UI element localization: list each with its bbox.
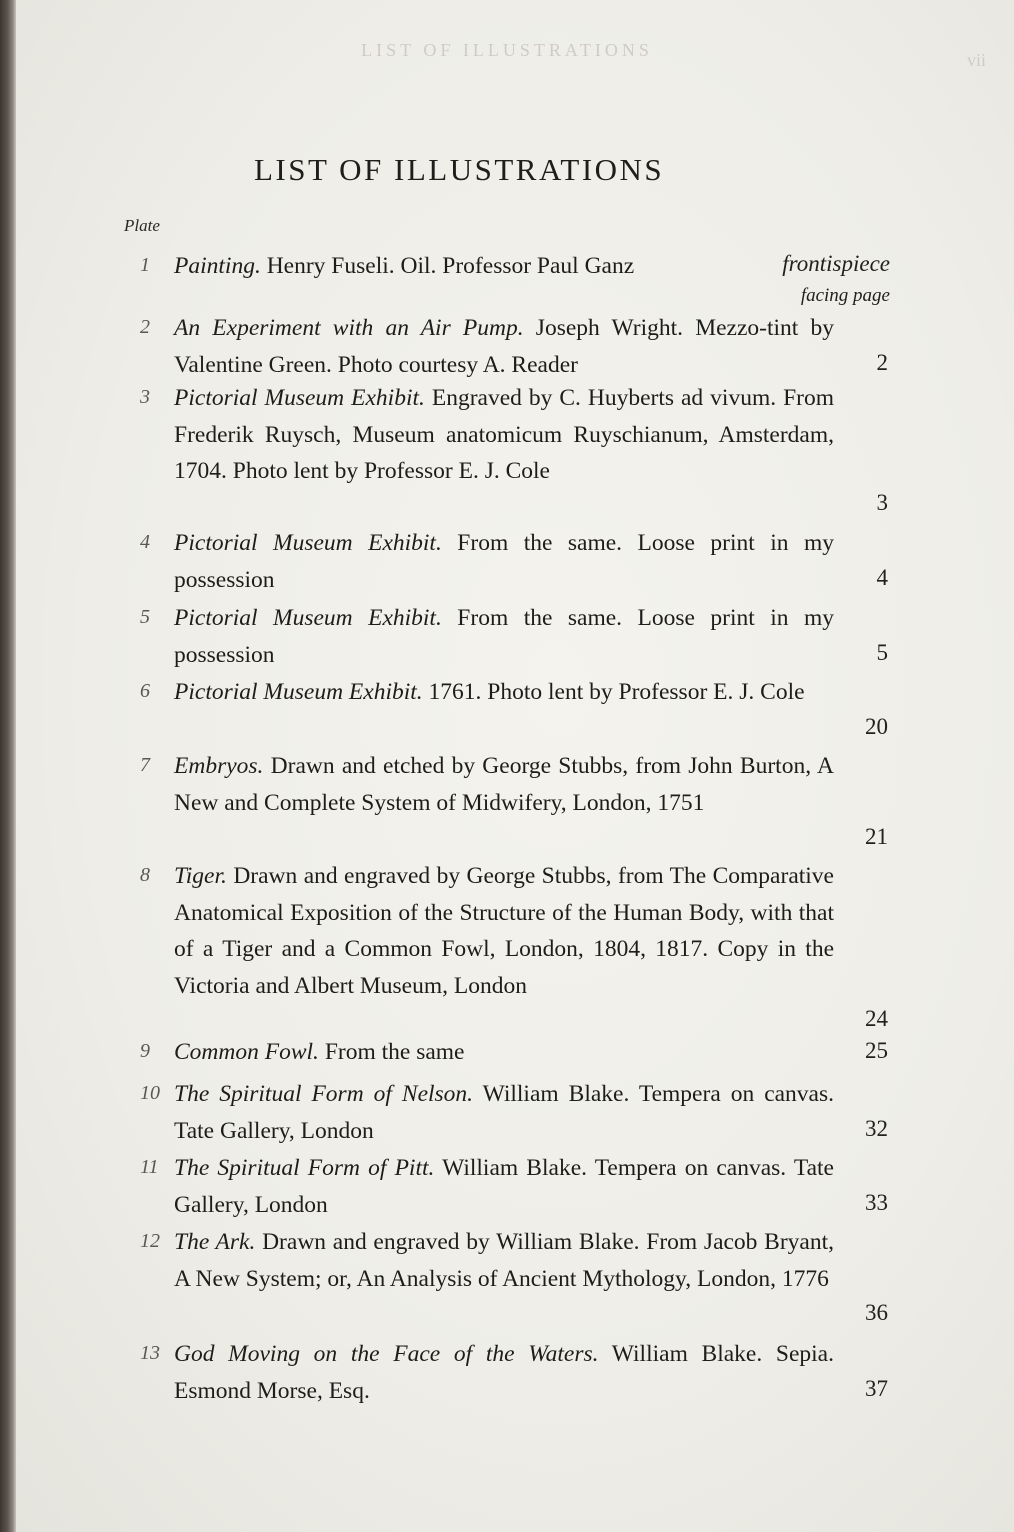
entry-title: Pictorial Museum Exhibit.	[174, 530, 442, 556]
entry-details: Henry Fuseli. Oil. Professor Paul Ganz	[260, 253, 635, 279]
entry-description	[174, 1076, 834, 1149]
entry-page: frontispiece	[782, 251, 890, 276]
entry-page: 37	[865, 1376, 888, 1401]
entry-description	[174, 1224, 834, 1297]
entry-title: Common Fowl.	[174, 1039, 319, 1065]
entry-title: Pictorial Museum Exhibit.	[174, 385, 425, 411]
entry-page: 33	[865, 1190, 888, 1215]
entry-details: 1761. Photo lent by Professor E. J. Cole	[422, 679, 805, 705]
entry-page: 24	[865, 1006, 888, 1031]
plate-number: 5	[140, 606, 150, 628]
entry-title: Pictorial Museum Exhibit.	[174, 605, 442, 631]
entry-details: Drawn and engraved by William Blake. From Jacob Bryant, A New System; or, An Analysis of Ancient Mythology, London, 1776	[174, 1229, 834, 1292]
plate-number: 6	[140, 680, 150, 702]
entry-title: The Ark.	[174, 1229, 256, 1255]
entry-details: From the same. Loose print in my possession	[174, 530, 834, 593]
book-binding	[0, 0, 16, 1532]
entry-details: William Blake. Tempera on canvas. Tate Gallery, London	[174, 1081, 835, 1144]
entry-page: 25	[865, 1038, 888, 1063]
entry-details: William Blake. Tempera on canvas. Tate Gallery, London	[174, 1155, 834, 1218]
entry-description	[174, 674, 834, 711]
plate-number: 12	[140, 1230, 160, 1252]
entry-description	[174, 525, 834, 598]
entry-details: Engraved by C. Huyberts ad vivum. From Frederik Ruysch, Museum anatomicum Ruyschianum, Amsterdam, 1704. Photo lent by Professor E. J. Cole	[174, 385, 834, 484]
entry-page: 32	[865, 1116, 888, 1141]
entry-description	[174, 858, 834, 1004]
plate-number: 2	[140, 316, 150, 338]
entry-description	[174, 600, 834, 673]
entry-page: 2	[876, 350, 888, 375]
entry-description	[174, 1336, 834, 1409]
entry-title: Tiger.	[174, 863, 227, 889]
entry-page: 21	[865, 824, 888, 849]
entry-title: An Experiment with an Air Pump.	[174, 315, 524, 341]
page-title: LIST OF ILLUSTRATIONS	[254, 152, 665, 187]
entry-title: The Spiritual Form of Pitt.	[174, 1155, 435, 1181]
plate-number: 10	[140, 1082, 160, 1104]
entry-title: God Moving on the Face of the Waters.	[174, 1341, 599, 1367]
entry-details: Drawn and engraved by George Stubbs, from The Comparative Anatomical Exposition of the Structure of the Human Body, with that of a Tiger and a Common Fowl, London, 1804, 1817. Copy in the Victoria and Albert Museum, London	[174, 863, 834, 999]
entry-description	[174, 248, 834, 285]
entry-page: 3	[876, 490, 888, 515]
plate-number: 13	[140, 1342, 160, 1364]
entry-title: Pictorial Museum Exhibit.	[174, 679, 423, 705]
entry-details: William Blake. Sepia. Esmond Morse, Esq.	[174, 1341, 834, 1404]
facing-page-label: facing page	[800, 285, 890, 306]
page-number-showthrough: vii	[966, 50, 986, 70]
entry-page: 36	[865, 1300, 888, 1325]
entry-title: The Spiritual Form of Nelson.	[174, 1081, 474, 1107]
plate-number: 7	[140, 754, 150, 776]
entry-page: 4	[876, 565, 888, 590]
plate-number: 1	[140, 254, 150, 276]
entry-details: From the same. Loose print in my possession	[174, 605, 834, 668]
entry-details: Joseph Wright. Mezzo-tint by Valentine Green. Photo courtesy A. Reader	[174, 315, 834, 378]
entry-page: 20	[865, 714, 888, 739]
entry-description	[174, 748, 834, 821]
entry-page: 5	[876, 640, 888, 665]
plate-number: 9	[140, 1040, 150, 1062]
plate-number: 3	[140, 386, 150, 408]
plate-number: 4	[140, 531, 150, 553]
entry-title: Embryos.	[174, 753, 264, 779]
running-head-showthrough: LIST OF ILLUSTRATIONS	[361, 40, 653, 60]
entry-details: Drawn and etched by George Stubbs, from John Burton, A New and Complete System of Midwifery, London, 1751	[174, 753, 834, 816]
entry-details: From the same	[318, 1039, 465, 1065]
entry-description	[174, 1034, 834, 1071]
entry-description	[174, 380, 834, 490]
plate-number: 8	[140, 864, 150, 886]
entry-description	[174, 310, 834, 383]
plate-number: 11	[140, 1156, 159, 1178]
plate-column-heading: Plate	[124, 216, 160, 235]
entry-title: Painting.	[174, 253, 261, 279]
entry-description	[174, 1150, 834, 1223]
